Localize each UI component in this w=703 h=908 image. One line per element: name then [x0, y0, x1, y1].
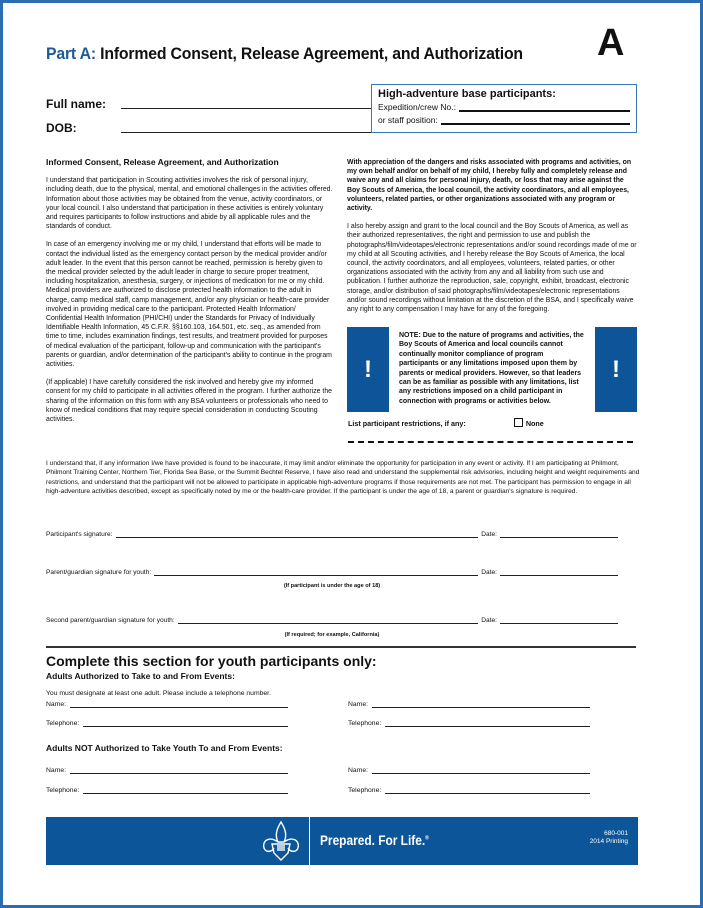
dob-field[interactable] [121, 121, 371, 133]
section-divider [46, 646, 636, 648]
high-adventure-heading: High-adventure base participants: [378, 88, 556, 100]
authorized-adults-heading: Adults Authorized to Take to and From Events: [46, 671, 235, 681]
parent-signature-field[interactable] [154, 568, 478, 576]
tagline [320, 832, 429, 848]
none-label: None [525, 419, 544, 428]
restrictions-field[interactable] [348, 441, 633, 443]
exclamation-icon: ! [595, 327, 637, 412]
not-authorized-telephone-2 [348, 786, 590, 794]
restrictions-row [348, 418, 638, 428]
name-label: Name: [46, 701, 67, 708]
authorized-name-1 [46, 700, 288, 708]
emergency-paragraph: In case of an emergency involving me or my child, I understand that efforts will be made to contact the individual listed as the emergency contact person by the medical provider and/or adult leader. In the event that this person cannot be reached, permission is hereby given to the medical provider selected by the adult leader in charge to secure proper treatment, including hospitalization, anesthesia, surgery, or injections of medication for me or my child. Medical providers are authorized to disclose protected health information to the adult in charge, camp medical staff, camp management, and/or any physician or health-care provider involved in providing medical care to the participant. Protected Health Information/ Confidential Health Information (PHI/CHI) under the Standards for Privacy of Individually Identifiable Health Information, 45 C.F.R. §§160.103, 164.501, etc. seq., as amended from time to time, includes examination findings, test results, and treatment provided for purposes of medical evaluation of the participant, follow-up and communication with the participant's parents or guardian, and/or determination of the participant's ability to continue in the program activities. [46, 241, 332, 369]
full-name-label: Full name: [46, 97, 107, 111]
date-label: Date: [481, 569, 497, 576]
consent-heading: Informed Consent, Release Agreement, and Authorization [46, 157, 279, 167]
second-parent-note: (If required; for example, California) [284, 632, 380, 638]
risk-paragraph: I understand that participation in Scouting activities involves the risk of personal injury, including death, due to the physical, mental, and emotional challenges in the activities offered. Information about those activities may be obtained from the venue, activity coordinators, or your local council. I also understand that participation in these activities is entirely voluntary and requires participants to follow instructions and abide by all applicable rules and the standards of conduct. [46, 177, 333, 231]
form-number: 680-001 [604, 830, 628, 837]
none-checkbox[interactable] [514, 418, 523, 427]
authorized-name-2 [348, 700, 590, 708]
printing-year: 2014 Printing [589, 838, 628, 845]
acknowledgement-paragraph: I understand that, if any information I/we have provided is found to be inaccurate, it may limit and/or eliminate the opportunity for participation in any event or activity. If I am participating at Philmont, Philmont Training Center, Northern Tier, Florida Sea Base, or the Summit Bechtel Reserve, I have also read and understand the supplemental risk advisories, including height and weight requirements and restrictions, and understand that the participant will not be allowed to participate in applicable high-adventure programs if those requirements are not met. The participant has permission to engage in all high-adventure activities described, except as specifically noted by me or the health-care provider. If the participant is under the age of 18, a parent or guardian's signature is required. [46, 460, 640, 496]
authorized-instruction: You must designate at least one adult. Please include a telephone number. [46, 690, 271, 697]
participant-signature-row [46, 530, 618, 538]
tagline-text: Prepared. For Life. [320, 832, 426, 848]
release-paragraph: With appreciation of the dangers and risks associated with programs and activities, on my own behalf and/or on behalf of my child, I hereby fully and completely release and waive any and all claims for personal injury, death, or loss that may arise against the Boy Scouts of America, the local council, the activity coordinators, and all employees, volunteers, related parties, or other organizations associated with any program or activity. [347, 159, 632, 213]
not-authorized-adults-heading: Adults NOT Authorized to Take Youth To and From Events: [46, 743, 283, 753]
telephone-label: Telephone: [46, 787, 80, 794]
not-authorized-telephone-1 [46, 786, 288, 794]
right-column [347, 158, 637, 323]
telephone-label: Telephone: [348, 720, 382, 727]
parent-signature-row [46, 568, 618, 576]
part-letter: A [597, 22, 625, 64]
part-label: Part A: [46, 44, 96, 63]
media-release-paragraph: I also hereby assign and grant to the local council and the Boy Scouts of America, as well as their authorized representatives, the right and permission to use and publish the photographs/film/videotapes/electronic representations and/or sound recordings made of me or my child at all Scouting activities, and I hereby release the Boy Scouts of America, the local council, the activity coordinators, and all employees, volunteers, related parties, or other organizations associated with the activity from any and all liability from such use and publication. I further authorize the reproduction, sale, copyright, exhibit, broadcast, electronic storage, and/or distribution of said photographs/film/videotapes/electronic representations and/or sound recordings without limitation at the discretion of the BSA, and I specifically waive any right to any compensation I may have for any of the foregoing. [347, 223, 637, 314]
expedition-field[interactable] [459, 103, 630, 112]
second-parent-date-field[interactable] [500, 616, 618, 624]
form-code [590, 830, 628, 846]
second-parent-signature-field[interactable] [178, 616, 479, 624]
registered-mark: ® [425, 835, 429, 842]
telephone-label: Telephone: [46, 720, 80, 727]
exclamation-icon: ! [347, 327, 389, 412]
parent-signature-label: Parent/guardian signature for youth: [46, 569, 152, 576]
expedition-label: Expedition/crew No.: [378, 102, 456, 112]
name-label: Name: [348, 767, 369, 774]
second-parent-signature-row [46, 616, 618, 624]
participant-signature-field[interactable] [116, 530, 479, 538]
telephone-label: Telephone: [348, 787, 382, 794]
authorized-name-field[interactable] [70, 700, 288, 708]
high-adventure-box [371, 84, 637, 133]
participant-date-field[interactable] [500, 530, 618, 538]
note-box [347, 327, 637, 412]
name-label: Name: [46, 767, 67, 774]
footer-divider [309, 817, 310, 865]
staff-position-field[interactable] [441, 116, 630, 125]
not-authorized-name-2 [348, 766, 590, 774]
title-text: Informed Consent, Release Agreement, and Authorization [100, 44, 523, 63]
not-authorized-telephone-field[interactable] [385, 786, 590, 794]
not-authorized-name-field[interactable] [70, 766, 288, 774]
date-label: Date: [481, 617, 497, 624]
not-authorized-name-1 [46, 766, 288, 774]
date-label: Date: [481, 531, 497, 538]
participant-signature-label: Participant's signature: [46, 531, 113, 538]
not-authorized-telephone-field[interactable] [83, 786, 288, 794]
page-title [46, 44, 523, 64]
staff-position-label: or staff position: [378, 115, 438, 125]
authorized-name-field[interactable] [372, 700, 590, 708]
full-name-field[interactable] [121, 97, 371, 109]
full-name-row [46, 97, 371, 111]
left-column [46, 158, 334, 433]
second-parent-signature-label: Second parent/guardian signature for youth: [46, 617, 175, 624]
note-text: NOTE: Due to the nature of programs and activities, the Boy Scouts of America and local councils cannot continually monitor compliance of program participants or any limitations imposed upon them by parents or medical providers. However, so that leaders can be as familiar as possible with any limitations, list any restrictions imposed on a child participant in connection with programs or activities below. [399, 332, 584, 405]
authorized-telephone-1 [46, 719, 288, 727]
footer-banner [46, 817, 638, 865]
authorized-telephone-field[interactable] [83, 719, 288, 727]
parent-signature-note: (If participant is under the age of 18) [283, 583, 381, 589]
dob-label: DOB: [46, 121, 77, 135]
authorized-telephone-2 [348, 719, 590, 727]
bsa-fleur-de-lis-logo [258, 820, 304, 862]
not-authorized-name-field[interactable] [372, 766, 590, 774]
parent-date-field[interactable] [500, 568, 618, 576]
consent-paragraph: (If applicable) I have carefully considered the risk involved and hereby give my informed consent for my child to participate in all activities offered in the program. I further authorize the sharing of the information on this form with any BSA volunteers or professionals who need to know of medical conditions that may require special consideration in conducting Scouting activities. [46, 379, 332, 424]
youth-section-heading: Complete this section for youth participants only: [46, 653, 377, 669]
restrictions-label: List participant restrictions, if any: [348, 419, 466, 428]
name-label: Name: [348, 701, 369, 708]
dob-row [46, 121, 371, 135]
authorized-telephone-field[interactable] [385, 719, 590, 727]
